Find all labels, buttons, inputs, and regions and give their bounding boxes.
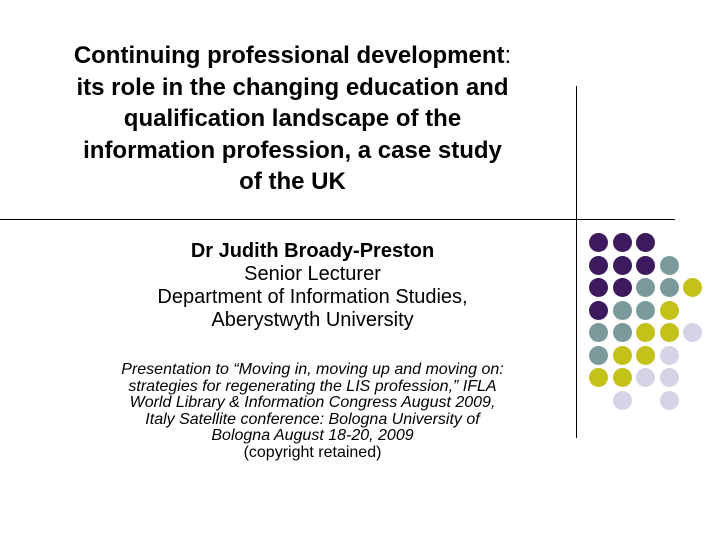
decorative-dot-lavender: [636, 368, 655, 387]
decorative-dot-teal: [613, 301, 632, 320]
decorative-dot-olive: [660, 301, 679, 320]
decorative-dot-teal: [613, 323, 632, 342]
author-university: Aberystwyth University: [211, 309, 414, 331]
decorative-dot-olive: [683, 278, 702, 297]
title-line-1: [20, 40, 565, 72]
decorative-dot-olive: [613, 368, 632, 387]
decorative-dot-teal: [660, 256, 679, 275]
author-block: [50, 240, 575, 332]
author-name: Dr Judith Broady-Preston: [190, 240, 435, 262]
decorative-dot-olive: [589, 368, 608, 387]
presentation-line-4: Italy Satellite conference: Bologna University of: [145, 410, 480, 428]
decorative-dot-purple: [613, 278, 632, 297]
decorative-dot-purple: [589, 256, 608, 275]
presentation-line-5: Bologna August 18-20, 2009: [211, 427, 414, 444]
slide-title: [20, 40, 565, 198]
presentation-details: [50, 362, 575, 461]
title-line-4: information profession, a case study: [83, 136, 502, 164]
horizontal-divider: [0, 219, 675, 220]
decorative-dot-teal: [589, 323, 608, 342]
decorative-dot-teal: [589, 346, 608, 365]
decorative-dot-lavender: [660, 368, 679, 387]
decorative-dot-olive: [613, 346, 632, 365]
decorative-dot-olive: [660, 323, 679, 342]
decorative-dot-teal: [636, 278, 655, 297]
author-department: Department of Information Studies,: [157, 286, 468, 308]
decorative-dot-lavender: [660, 346, 679, 365]
decorative-dot-lavender: [613, 391, 632, 410]
title-colon: :: [504, 42, 512, 69]
decorative-dot-purple: [636, 256, 655, 275]
title-line-3: qualification landscape of the: [123, 105, 462, 132]
presentation-line-3: World Library & Information Congress August 2009,: [129, 394, 496, 411]
title-line-2: its role in the changing education and: [76, 73, 509, 101]
decorative-dot-olive: [636, 346, 655, 365]
decorative-dot-teal: [660, 278, 679, 297]
presentation-line-2: strategies for regenerating the LIS profession,” IFLA: [128, 377, 497, 395]
title-main: Continuing professional development: [73, 42, 505, 69]
decorative-dot-purple: [636, 233, 655, 252]
decorative-dot-purple: [613, 256, 632, 275]
presentation-line-1: Presentation to “Moving in, moving up and moving on:: [121, 361, 504, 378]
decorative-dot-purple: [613, 233, 632, 252]
decorative-dot-lavender: [660, 391, 679, 410]
decorative-dot-purple: [589, 233, 608, 252]
vertical-divider: [576, 86, 577, 438]
copyright-note: (copyright retained): [243, 443, 382, 461]
title-line-5: of the UK: [239, 168, 346, 195]
decorative-dot-purple: [589, 278, 608, 297]
author-role: Senior Lecturer: [244, 263, 381, 285]
decorative-dot-teal: [636, 301, 655, 320]
decorative-dot-purple: [589, 301, 608, 320]
decorative-dot-lavender: [683, 323, 702, 342]
decorative-dot-olive: [636, 323, 655, 342]
